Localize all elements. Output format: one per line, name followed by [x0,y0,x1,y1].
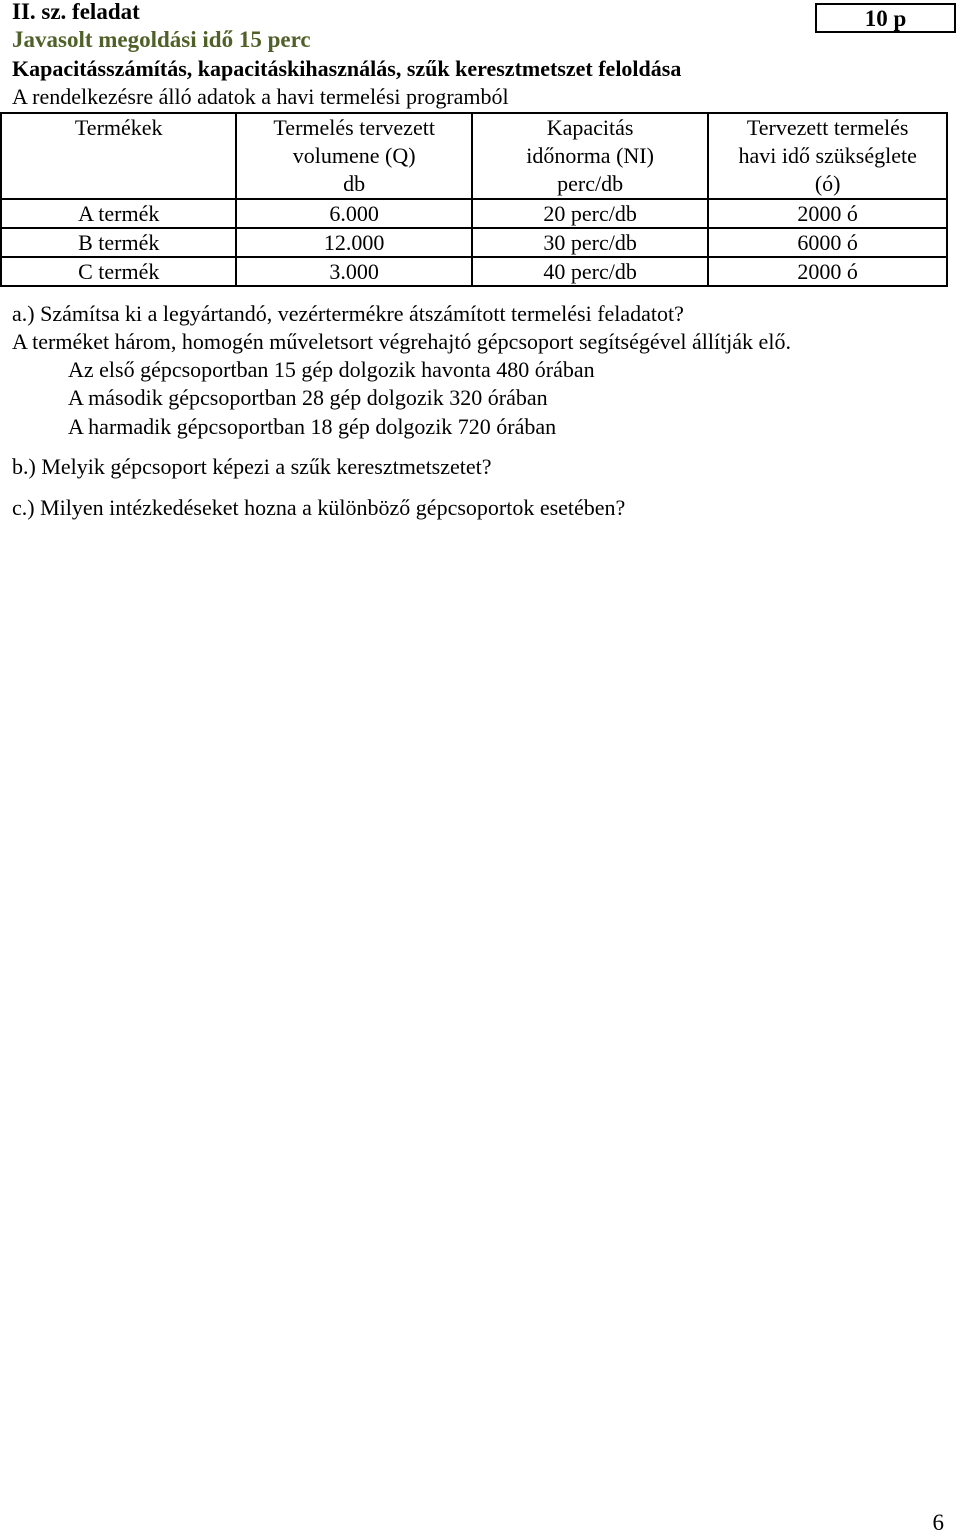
table-cell: 20 perc/db [472,199,708,228]
table-cell: 6000 ó [708,228,947,257]
header-cell: Kapacitás időnorma (NI) perc/db [472,113,708,199]
task-intro: A rendelkezésre álló adatok a havi termelési programból [12,84,509,109]
question-c: c.) Milyen intézkedéseket hozna a különböző gépcsoportok esetében? [12,495,626,520]
machine-group-1: Az első gépcsoportban 15 gép dolgozik havonta 480 órában [68,357,595,382]
table-cell: 12.000 [236,228,471,257]
header-cell: Tervezett termelés havi idő szükséglete (ó) [708,113,947,199]
question-context: A terméket három, homogén műveletsort végrehajtó gépcsoport segítségével állítják elő. [12,329,791,354]
table-row [1,228,947,257]
table-header-row [1,113,947,199]
header-cell: Termelés tervezett volumene (Q) db [236,113,471,199]
table-cell: 2000 ó [708,199,947,228]
machine-group-2: A második gépcsoportban 28 gép dolgozik 320 órában [68,385,548,410]
production-table [0,112,948,287]
table-cell: 6.000 [236,199,471,228]
machine-group-3: A harmadik gépcsoportban 18 gép dolgozik 720 órában [68,414,557,439]
table-cell: 2000 ó [708,257,947,286]
suggested-time: Javasolt megoldási idő 15 perc [12,27,311,52]
table-cell: C termék [1,257,236,286]
page-number: 6 [932,1510,944,1535]
question-b: b.) Melyik gépcsoport képezi a szűk keresztmetszetet? [12,454,492,479]
header-cell: Termékek [1,113,236,199]
task-title: II. sz. feladat [12,0,140,24]
table-cell: B termék [1,228,236,257]
table-cell: 30 perc/db [472,228,708,257]
table-row [1,257,947,286]
table-cell: 3.000 [236,257,471,286]
table-row [1,199,947,228]
task-topic: Kapacitásszámítás, kapacitáskihasználás, szűk keresztmetszet feloldása [12,56,682,81]
table-cell: 40 perc/db [472,257,708,286]
question-a: a.) Számítsa ki a legyártandó, vezértermékre átszámított termelési feladatot? [12,301,684,326]
table-cell: A termék [1,199,236,228]
points-box: 10 p [815,3,956,33]
